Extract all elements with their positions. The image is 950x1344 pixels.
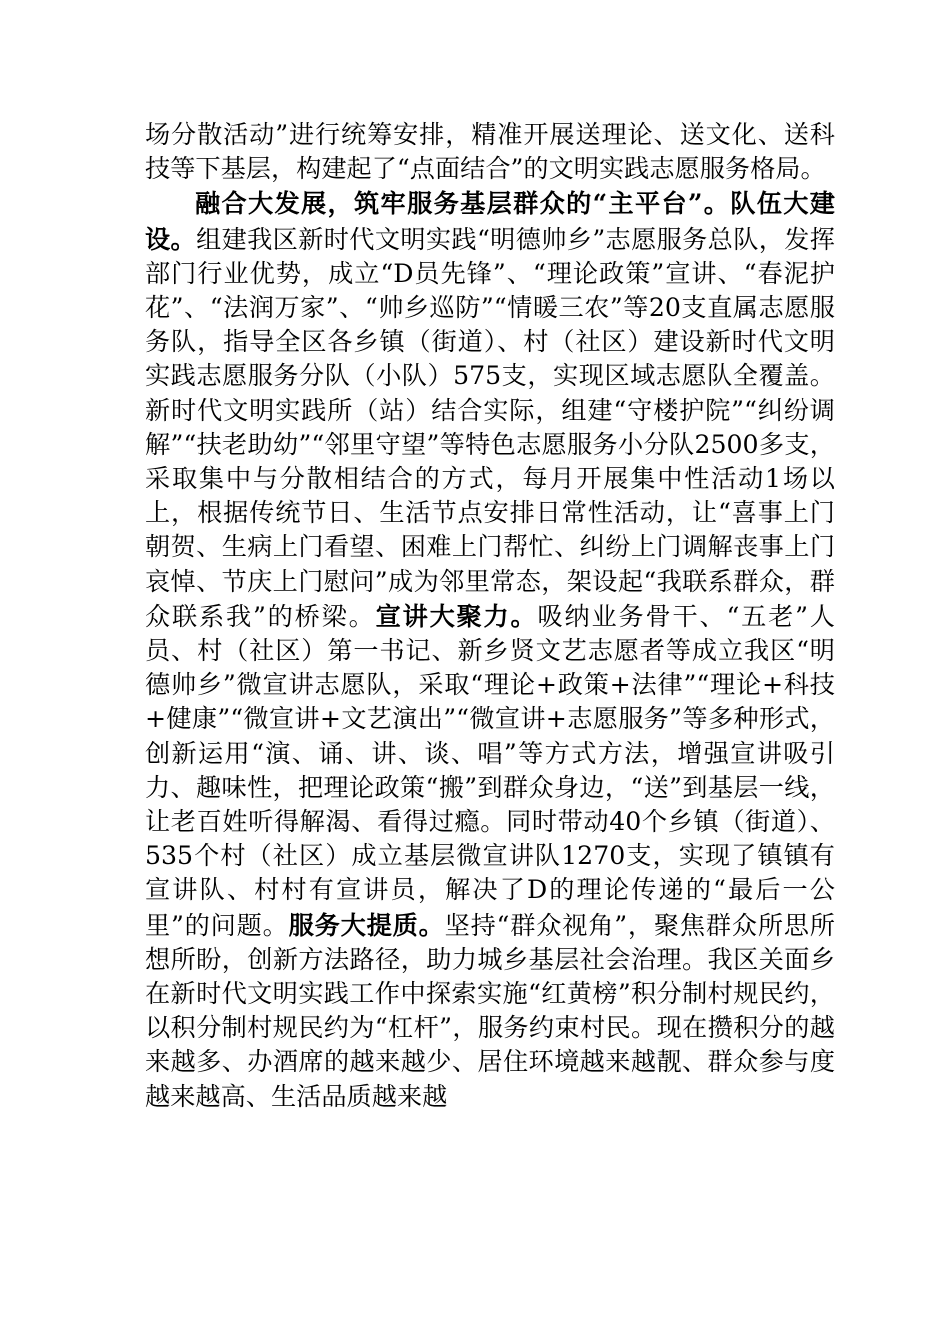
section-heading-lecture: 宣讲大聚力。 — [375, 600, 538, 631]
section-heading-service: 服务大提质。 — [288, 909, 445, 940]
paragraph-2-text-service: 坚持“群众视角”，聚焦群众所思所想所盼，创新方法路径，助力城乡基层社会治理。我区关面乡在新时代文明实践工作中探索实施“红黄榜”积分制村规民约，以积分制村规民约为“杠杆”，服务约束村民。现在攒积分的越来越多、办酒席的越来越少、居住环境越来越靓、群众参与度越来越高、生活品质越来越 — [145, 910, 835, 1111]
section-heading-team-building: 融合大发展，筑牢服务基层群众的“主平台”。队伍大建设。 — [145, 188, 835, 254]
paragraph-2-text-lecture: 吸纳业务骨干、“五老”人员、村（社区）第一书记、新乡贤文艺志愿者等成立我区“明德帅乡”微宣讲志愿队，采取“理论+政策+法律”“理论+科技+健康”“微宣讲+文艺演出”“微宣讲+志愿服务”等多种形式，创新运用“演、诵、讲、谈、唱”等方式方法，增强宣讲吸引力、趣味性，把理论政策“搬”到群众身边，“送”到基层一线，让老百姓听得解渴、看得过瘾。同时带动40个乡镇（街道）、535个村（社区）成立基层微宣讲队1270支，实现了镇镇有宣讲队、村村有宣讲员，解决了D的理论传递的“最后一公里”的问题。 — [145, 601, 835, 940]
paragraph-2 — [145, 186, 835, 1113]
paragraph-1-text: 场分散活动”进行统筹安排，精准开展送理论、送文化、送科技等下基层，构建起了“点面结合”的文明实践志愿服务格局。 — [145, 120, 835, 184]
paragraph-2-text-team-building: 组建我区新时代文明实践“明德帅乡”志愿服务总队，发挥部门行业优势，成立“D员先锋”、“理论政策”宣讲、“春泥护花”、“法润万家”、“帅乡巡防”“情暖三农”等20支直属志愿服务队，指导全区各乡镇（街道）、村（社区）建设新时代文明实践志愿服务分队（小队）575支，实现区域志愿队全覆盖。新时代文明实践所（站）结合实际，组建“守楼护院”“纠纷调解”“扶老助幼”“邻里守望”等特色志愿服务小分队2500多支，采取集中与分散相结合的方式，每月开展集中性活动1场以上，根据传统节日、生活节点安排日常性活动，让“喜事上门朝贺、生病上门看望、困难上门帮忙、纠纷上门调解丧事上门哀悼、节庆上门慰问”成为邻里常态，架设起“我联系群众，群众联系我”的桥梁。 — [145, 224, 835, 631]
paragraph-1 — [145, 118, 835, 186]
document-page — [145, 118, 835, 1114]
